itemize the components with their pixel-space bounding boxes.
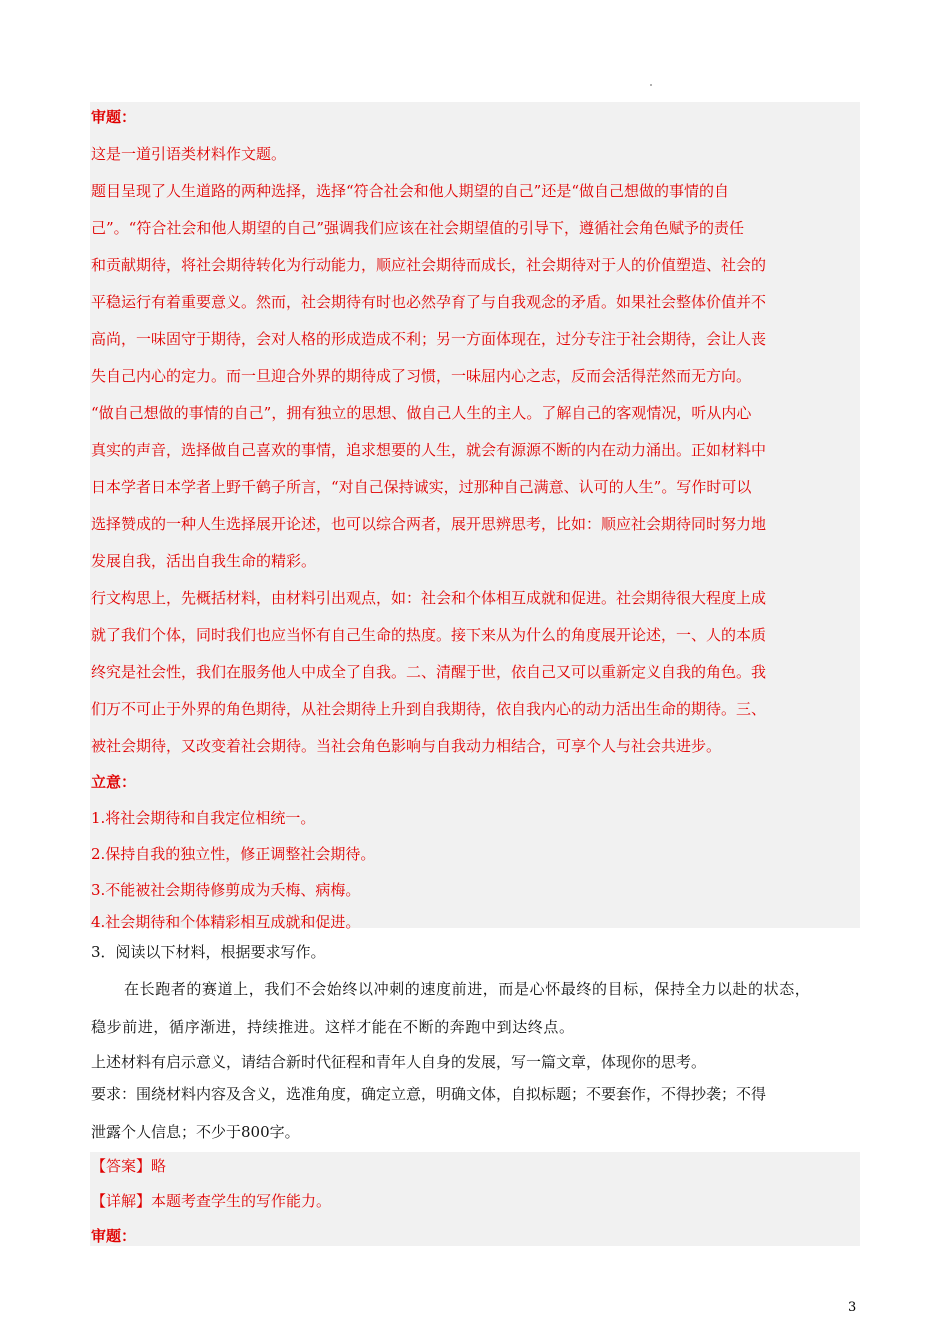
analysis-line: 高尚，一味固守于期待，会对人格的形成造成不利；另一方面体现在，过分专注于社会期待，会让人丧 <box>91 330 767 348</box>
detail-line: 【详解】本题考查学生的写作能力。 <box>91 1192 332 1210</box>
analysis-line: 失自己内心的定力。而一旦迎合外界的期待成了习惯，一味屈内心之志，反而会活得茫然而无方向。 <box>91 367 752 385</box>
liyi-item: 2.保持自我的独立性，修正调整社会期待。 <box>91 845 376 863</box>
analysis-line: 就了我们个体，同时我们也应当怀有自己生命的热度。接下来从为什么的角度展开论述，一、人的本质 <box>91 626 767 644</box>
analysis-line: 选择赞成的一种人生选择展开论述，也可以综合两者，展开思辨思考，比如：顺应社会期待同时努力地 <box>91 515 767 533</box>
liyi-item: 4.社会期待和个体精彩相互成就和促进。 <box>91 913 361 931</box>
analysis-line: 平稳运行有着重要意义。然而，社会期待有时也必然孕育了与自我观念的矛盾。如果社会整体价值并不 <box>91 293 767 311</box>
analysis-line: 行文构思上，先概括材料，由材料引出观点，如：社会和个体相互成就和促进。社会期待很大程度上成 <box>91 589 767 607</box>
page-number: 3 <box>848 1300 857 1315</box>
heading-shenti: 审题： <box>91 108 137 126</box>
analysis-line: “做自己想做的事情的自己”，拥有独立的思想、做自己人生的主人。了解自己的客观情况，听从内心 <box>91 404 752 422</box>
heading-shenti-2: 审题： <box>91 1227 137 1245</box>
question-title: 3．阅读以下材料，根据要求写作。 <box>91 943 326 961</box>
material-line: 稳步前进，循序渐进，持续推进。这样才能在不断的奔跑中到达终点。 <box>91 1018 575 1036</box>
answer-line: 【答案】略 <box>91 1157 167 1175</box>
instruction-line: 上述材料有启示意义，请结合新时代征程和青年人自身的发展，写一篇文章，体现你的思考。 <box>91 1053 707 1071</box>
analysis-line: 日本学者日本学者上野千鹤子所言，“对自己保持诚实，过那种自己满意、认可的人生”。写作时可以 <box>91 478 752 496</box>
heading-liyi: 立意： <box>91 773 137 791</box>
analysis-line: 发展自我，活出自我生命的精彩。 <box>91 552 317 570</box>
stray-dot <box>650 84 652 86</box>
analysis-line: 己”。“符合社会和他人期望的自己”强调我们应该在社会期望值的引导下，遵循社会角色赋予的责任 <box>91 219 745 237</box>
material-line: 在长跑者的赛道上，我们不会始终以冲刺的速度前进，而是心怀最终的目标，保持全力以赴的状态， <box>124 980 811 998</box>
analysis-line: 和贡献期待，将社会期待转化为行动能力，顺应社会期待而成长，社会期待对于人的价值塑造、社会的 <box>91 256 767 274</box>
analysis-line: 们万不可止于外界的角色期待，从社会期待上升到自我期待，依自我内心的动力活出生命的期待。三、 <box>91 700 767 718</box>
analysis-line: 终究是社会性，我们在服务他人中成全了自我。二、清醒于世，依自己又可以重新定义自我的角色。我 <box>91 663 767 681</box>
analysis-line: 题目呈现了人生道路的两种选择，选择“符合社会和他人期望的自己”还是“做自己想做的事情的自 <box>91 182 730 200</box>
liyi-item: 1.将社会期待和自我定位相统一。 <box>91 809 316 827</box>
analysis-line: 真实的声音，选择做自己喜欢的事情，追求想要的人生，就会有源源不断的内在动力涌出。正如材料中 <box>91 441 767 459</box>
analysis-line: 被社会期待，又改变着社会期待。当社会角色影响与自我动力相结合，可享个人与社会共进步。 <box>91 737 722 755</box>
instruction-line: 要求：围绕材料内容及含义，选准角度，确定立意，明确文体，自拟标题；不要套作，不得抄袭；不得 <box>91 1085 767 1103</box>
liyi-item: 3.不能被社会期待修剪成为夭梅、病梅。 <box>91 881 361 899</box>
analysis-line: 这是一道引语类材料作文题。 <box>91 145 287 163</box>
instruction-line: 泄露个人信息；不少于800字。 <box>91 1123 300 1141</box>
